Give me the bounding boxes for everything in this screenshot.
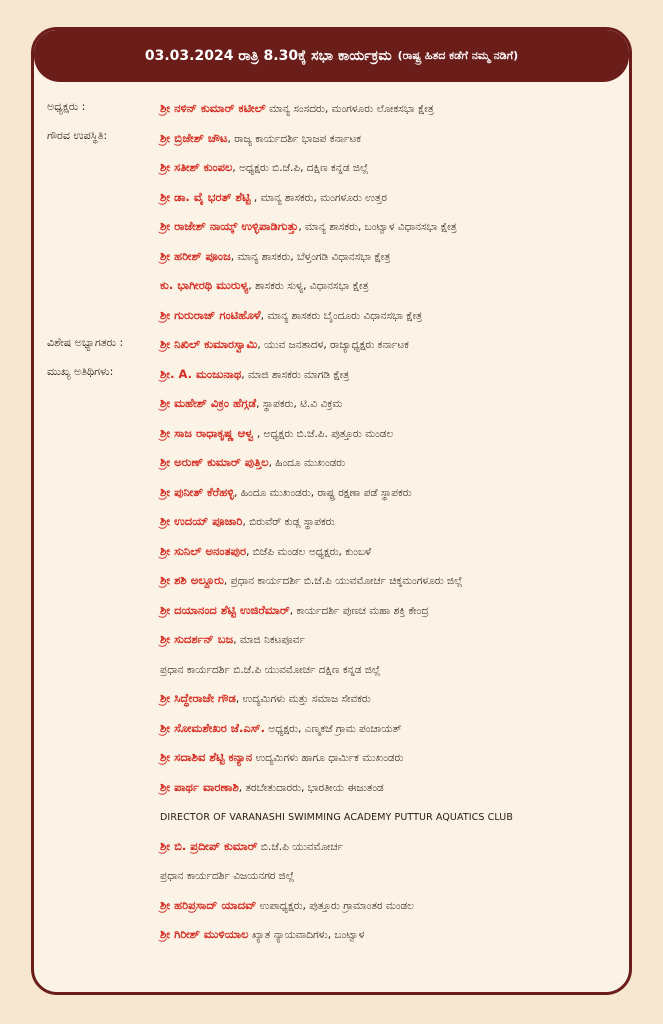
guest-name: ಶ್ರೀ ಬಿ. ಪ್ರದೀಪ್ ಕುಮಾರ್ xyxy=(160,838,258,853)
guest-designation: , ಮಾಜಿ ಶಾಸಕರು ಮಾಗಡಿ ಕ್ಷೇತ್ರ xyxy=(241,368,350,381)
entry-text xyxy=(160,451,345,470)
entry-text xyxy=(160,746,403,765)
entry-text xyxy=(160,304,422,323)
list-item xyxy=(47,564,623,594)
entry-text xyxy=(160,97,434,116)
role-label: ಗೌರವ ಉಪಸ್ಥಿತಿ: xyxy=(47,129,108,143)
list-item xyxy=(47,889,623,919)
guest-name: ಶ್ರೀ ಸಾಜ ರಾಧಾಕೃಷ್ಣ ಆಳ್ವ xyxy=(160,425,254,440)
entry-text xyxy=(160,658,380,677)
guest-designation: , ಹಿಂದೂ ಮುಖಂಡರು, ರಾಷ್ಟ್ರ ರಕ್ಷಣಾ ಪಡೆ ಸ್ಥಾಪಕರು xyxy=(234,486,412,499)
guest-designation: , ಪ್ರಧಾನ ಕಾರ್ಯದರ್ಶಿ ಬಿ.ಜೆ.ಪಿ ಯುವಮೋರ್ಚ ಚಿಕ್ಕಮಂಗಳೂರು ಜಿಲ್ಲೆ xyxy=(223,575,463,588)
list-item xyxy=(47,918,623,948)
entry-text xyxy=(160,392,342,411)
entry-text xyxy=(160,186,387,205)
entry-text xyxy=(160,363,349,382)
entry-text xyxy=(160,215,457,234)
guest-name: ಶ್ರೀ ಗಿರೀಶ್ ಮುಳಿಯಾಲ xyxy=(160,927,249,942)
entry-text xyxy=(160,540,371,559)
entry-text xyxy=(160,510,335,529)
entry-text xyxy=(160,687,371,706)
guest-name: ಶ್ರೀ. A. ಮಂಜುನಾಥ xyxy=(160,366,242,381)
list-item xyxy=(47,92,623,122)
guest-designation: , ಮಾಜಿ ನಿಕಟಪೂರ್ವ xyxy=(233,634,305,647)
list-item xyxy=(47,299,623,329)
entry-text xyxy=(160,422,393,441)
guest-name: ಶ್ರೀ ಪುನೀತ್ ಕೆರೆಹಳ್ಳಿ xyxy=(160,484,235,499)
guest-list xyxy=(47,92,623,948)
guest-name: ಶ್ರೀ ಸತೀಶ್ ಕುಂಪಲ xyxy=(160,160,233,175)
guest-designation: ಪ್ರಧಾನ ಕಾರ್ಯದರ್ಶಿ ಬಿ.ಜೆ.ಪಿ ಯುವಮೋರ್ಚ ದಕ್ಷಿಣ ಕನ್ನಡ ಜಿಲ್ಲೆ xyxy=(160,663,381,676)
entry-text xyxy=(160,835,343,854)
guest-name: ಶ್ರೀ ಹರೀಶ್ ಪೂಂಜ xyxy=(160,248,231,263)
list-item xyxy=(47,535,623,565)
entry-text xyxy=(160,569,463,588)
guest-name: ಶ್ರೀ ನಳಿನ್ ಕುಮಾರ್ ಕಟೀಲ್ xyxy=(160,101,266,116)
list-item xyxy=(47,800,623,830)
guest-designation: , ಮಾನ್ಯ ಶಾಸಕರು, ಬಂಟ್ವಾಳ ವಿಧಾನಸಭಾ ಕ್ಷೇತ್ರ xyxy=(298,221,457,234)
entry-text xyxy=(160,127,361,146)
guest-designation: , ಕಾರ್ಯದರ್ಶಿ ಪುಣಚ ಮಹಾ ಶಕ್ತಿ ಕೇಂದ್ರ xyxy=(289,604,429,617)
list-item xyxy=(47,387,623,417)
entry-text xyxy=(160,481,412,500)
entry-text xyxy=(160,894,414,913)
list-item xyxy=(47,859,623,889)
entry-text xyxy=(160,776,384,795)
list-item xyxy=(47,328,623,358)
entry-text xyxy=(160,274,369,293)
list-item xyxy=(47,771,623,801)
entry-text xyxy=(160,333,409,352)
guest-designation: , ತರಬೇತುದಾರರು, ಭಾರತೀಯ ಈಜುತಂಡ xyxy=(238,781,384,794)
list-item xyxy=(47,210,623,240)
list-item xyxy=(47,417,623,447)
guest-designation: , ಶಾಸಕರು ಸುಳ್ಯ, ವಿಧಾನಸಭಾ ಕ್ಷೇತ್ರ xyxy=(248,280,369,293)
guest-designation: ಉಪಾಧ್ಯಕ್ಷರು, ಪುತ್ತೂರು ಗ್ರಾಮಾಂತರ ಮಂಡಲ xyxy=(256,899,414,912)
guest-name: ಶ್ರೀ ಸುನಿಲ್ ಅನಂತಪುರ xyxy=(160,543,247,558)
guest-designation: ಉದ್ಯಮಿಗಳು ಹಾಗೂ ಧಾರ್ಮಿಕ ಮುಖಂಡರು xyxy=(252,752,404,765)
list-item xyxy=(47,682,623,712)
entry-text xyxy=(160,923,364,942)
guest-designation: ಪ್ರಧಾನ ಕಾರ್ಯದರ್ಶಿ ವಿಜಯನಗರ ಜಿಲ್ಲೆ xyxy=(160,870,295,883)
guest-name: ಶ್ರೀ ಮಹೇಶ್ ವಿಕ್ರಂ ಹೆಗ್ಗಡೆ xyxy=(160,396,257,411)
guest-name: ಶ್ರೀ ಗುರುರಾಜ್ ಗಂಟಿಹೊಳೆ xyxy=(160,307,261,322)
guest-designation: , ಬಿಜೆಪಿ ಮಂಡಲ ಅಧ್ಯಕ್ಷರು, ಕುಂಬಳೆ xyxy=(246,545,372,558)
guest-designation: , ಹಿಂದೂ ಮುಖಂಡರು xyxy=(268,457,346,470)
list-item xyxy=(47,653,623,683)
header-banner xyxy=(34,30,629,82)
guest-designation: , ಮಾನ್ಯ ಶಾಸಕರು, ಮಂಗಳೂರು ಉತ್ತರ xyxy=(250,191,387,204)
guest-designation: , ಮಾನ್ಯ ಶಾಸಕರು ಬೈಂದೂರು ವಿಧಾನಸಭಾ ಕ್ಷೇತ್ರ xyxy=(260,309,423,322)
entry-text xyxy=(160,717,402,736)
role-label: ಅಧ್ಯಕ್ಷರು : xyxy=(47,99,86,113)
program-slogan: (ರಾಷ್ಟ್ರ ಹಿತದ ಕಡೆಗೆ ನಮ್ಮ ನಡಿಗೆ) xyxy=(397,49,519,62)
list-item xyxy=(47,594,623,624)
entry-text xyxy=(160,599,429,618)
list-item xyxy=(47,122,623,152)
guest-designation: , ಸ್ಥಾಪಕರು, ಟಿ.ವಿ ವಿಕ್ರಮ xyxy=(256,398,343,411)
guest-designation: , ಬಿರುವೆರ್ ಕುಡ್ಲ ಸ್ಥಾಪಕರು xyxy=(242,516,335,529)
list-item xyxy=(47,240,623,270)
guest-name: ಶ್ರೀ ದಯಾನಂದ ಶೆಟ್ಟಿ ಉಜಿರೆಮಾರ್ xyxy=(160,602,290,617)
entry-text xyxy=(160,156,368,175)
entry-text xyxy=(160,864,294,883)
program-title: 03.03.2024 ರಾತ್ರಿ 8.30ಕ್ಕೆ ಸಭಾ ಕಾರ್ಯಕ್ರಮ xyxy=(144,48,392,64)
list-item xyxy=(47,181,623,211)
guest-name: ಶ್ರೀ ಸುದರ್ಶನ್ ಬಜ xyxy=(160,632,234,647)
guest-designation: ಮಾನ್ಯ ಸಂಸದರು, ಮಂಗಳೂರು ಲೋಕಸಭಾ ಕ್ಷೇತ್ರ xyxy=(265,103,434,116)
guest-name: ಶ್ರೀ ಶಶಿ ಅಲ್ದೂರು xyxy=(160,573,224,588)
list-item xyxy=(47,505,623,535)
list-item xyxy=(47,269,623,299)
guest-designation: , ಉದ್ಯಮಿಗಳು ಮತ್ತು ಸಮಾಜ ಸೇವಕರು xyxy=(235,693,371,706)
list-item xyxy=(47,741,623,771)
role-label: ವಿಶೇಷ ಅಭ್ಯಾಗತರು : xyxy=(47,335,124,349)
guest-designation: , ರಾಜ್ಯ ಕಾರ್ಯದರ್ಶಿ ಭಾಜಪ ಕರ್ನಾಟಕ xyxy=(227,132,362,145)
list-item xyxy=(47,830,623,860)
guest-designation: , ಮಾನ್ಯ ಶಾಸಕರು, ಬೆಳ್ತಂಗಡಿ ವಿಧಾನಸಭಾ ಕ್ಷೇತ್ರ xyxy=(230,250,391,263)
guest-name: ಶ್ರೀ ಸಿದ್ಧೇರಾಜೇ ಗೌಡ xyxy=(160,691,236,706)
guest-name: ಕು. ಭಾಗೀರಥಿ ಮುರುಳ್ಯ xyxy=(160,278,249,293)
guest-name: ಶ್ರೀ ಸದಾಶಿವ ಶೆಟ್ಟಿ ಕನ್ಯಾನ xyxy=(160,750,253,765)
guest-name: ಶ್ರೀ ಉದಯ್ ಪೂಜಾರಿ xyxy=(160,514,243,529)
entry-text xyxy=(160,245,390,264)
entry-text xyxy=(160,805,513,824)
list-item xyxy=(47,623,623,653)
guest-name: ಶ್ರೀ ನಿಖಿಲ್ ಕುಮಾರಸ್ವಾಮಿ xyxy=(160,337,258,352)
list-item xyxy=(47,476,623,506)
guest-name: ಶ್ರೀ ಬ್ರಿಜೇಶ್ ಚೌಟ xyxy=(160,130,228,145)
guest-designation: , ಯುವ ಜನತಾದಳ, ರಾಜ್ಯಾಧ್ಯಕ್ಷರು ಕರ್ನಾಟಕ xyxy=(257,339,409,352)
guest-name: ಶ್ರೀ ಹರಿಪ್ರಸಾದ್ ಯಾದವ್ xyxy=(160,897,257,912)
list-item xyxy=(47,446,623,476)
entry-text xyxy=(160,628,305,647)
guest-designation: , ಅಧ್ಯಕ್ಷರು ಬಿ.ಜೆ.ಪಿ. ಪುತ್ತೂರು ಮಂಡಲ xyxy=(253,427,394,440)
list-item xyxy=(47,358,623,388)
program-card xyxy=(31,27,632,995)
list-item xyxy=(47,712,623,742)
guest-name: ಶ್ರೀ ಸೋಮಶೇಖರ ಜೆ.ಎಸ್. xyxy=(160,720,265,735)
guest-designation: DIRECTOR OF VARANASHI SWIMMING ACADEMY PUTTUR AQUATICS CLUB xyxy=(160,812,513,824)
guest-designation: ಅಧ್ಯಕ್ಷರು, ಎಣ್ಮಕಜೆ ಗ್ರಾಮ ಪಂಚಾಯತ್ xyxy=(264,722,402,735)
role-label: ಮುಖ್ಯ ಅತಿಥಿಗಳು: xyxy=(47,365,114,379)
guest-name: ಶ್ರೀ ರಾಜೇಶ್ ನಾಯ್ಕ್ ಉಳ್ಳಿಪಾಡಿಗುತ್ತು xyxy=(160,219,299,234)
guest-designation: , ಅಧ್ಯಕ್ಷರು ಬಿ.ಜೆ.ಪಿ, ದಕ್ಷಿಣ ಕನ್ನಡ ಜಿಲ್ಲೆ xyxy=(232,162,369,175)
guest-designation: ಬಿ.ಜೆ.ಪಿ ಯುವಮೋರ್ಚ xyxy=(257,840,344,853)
guest-name: ಶ್ರೀ ಅರುಣ್ ಕುಮಾರ್ ಪುತ್ತಿಲ xyxy=(160,455,269,470)
list-item xyxy=(47,151,623,181)
guest-designation: ಖ್ಯಾತ ನ್ಯಾಯವಾದಿಗಳು, ಬಂಟ್ವಾಳ xyxy=(248,929,365,942)
guest-name: ಶ್ರೀ ಪಾರ್ಥ ವಾರಣಾಶಿ xyxy=(160,779,239,794)
guest-name: ಶ್ರೀ ಡಾ. ವೈ ಭರತ್ ಶೆಟ್ಟಿ xyxy=(160,189,251,204)
